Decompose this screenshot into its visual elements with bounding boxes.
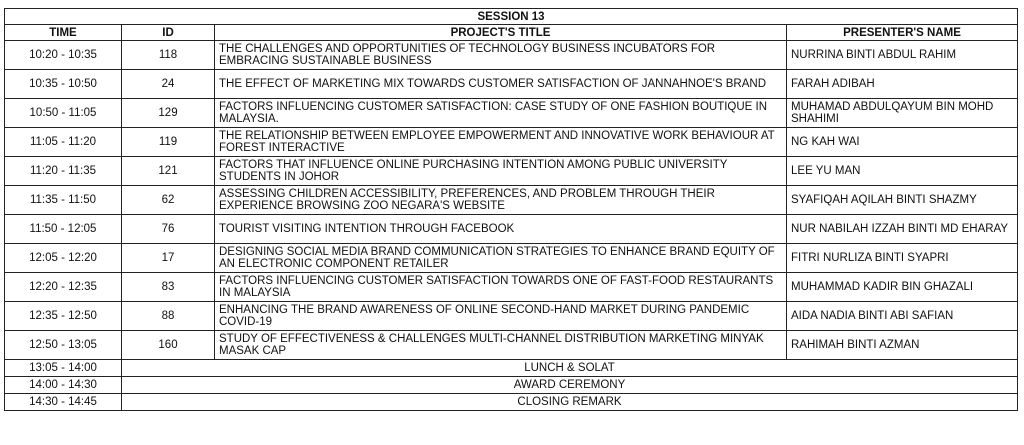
table-row — [5, 99, 1018, 128]
break-label: LUNCH & SOLAT — [122, 360, 1018, 377]
break-row — [5, 394, 1018, 411]
title-cell: ASSESSING CHILDREN ACCESSIBILITY, PREFERENCES, AND PROBLEM THROUGH THEIR EXPERIENCE BROWSING ZOO NEGARA'S WEBSITE — [215, 186, 787, 215]
header-title: PROJECT'S TITLE — [215, 25, 787, 41]
title-cell: FACTORS THAT INFLUENCE ONLINE PURCHASING INTENTION AMONG PUBLIC UNIVERSITY STUDENTS IN JOHOR — [215, 157, 787, 186]
presenter-cell: NURRINA BINTI ABDUL RAHIM — [787, 41, 1018, 70]
time-cell: 11:20 - 11:35 — [5, 157, 122, 186]
table-row — [5, 244, 1018, 273]
schedule-table — [4, 8, 1018, 411]
time-cell: 14:30 - 14:45 — [5, 394, 122, 411]
time-cell: 12:05 - 12:20 — [5, 244, 122, 273]
time-cell: 10:50 - 11:05 — [5, 99, 122, 128]
id-cell: 17 — [122, 244, 215, 273]
time-cell: 13:05 - 14:00 — [5, 360, 122, 377]
table-row — [5, 128, 1018, 157]
title-cell: TOURIST VISITING INTENTION THROUGH FACEBOOK — [215, 215, 787, 244]
header-time: TIME — [5, 25, 122, 41]
title-cell: FACTORS INFLUENCING CUSTOMER SATISFACTION: CASE STUDY OF ONE FASHION BOUTIQUE IN MALAYSIA. — [215, 99, 787, 128]
presenter-cell: AIDA NADIA BINTI ABI SAFIAN — [787, 302, 1018, 331]
table-row — [5, 41, 1018, 70]
id-cell: 119 — [122, 128, 215, 157]
presenter-cell: NUR NABILAH IZZAH BINTI MD EHARAY — [787, 215, 1018, 244]
table-row — [5, 302, 1018, 331]
time-cell: 12:50 - 13:05 — [5, 331, 122, 360]
id-cell: 121 — [122, 157, 215, 186]
presenter-cell: MUHAMMAD KADIR BIN GHAZALI — [787, 273, 1018, 302]
presenter-cell: FITRI NURLIZA BINTI SYAPRI — [787, 244, 1018, 273]
title-cell: THE CHALLENGES AND OPPORTUNITIES OF TECHNOLOGY BUSINESS INCUBATORS FOR EMBRACING SUSTAINABLE BUSINESS — [215, 41, 787, 70]
id-cell: 160 — [122, 331, 215, 360]
session-title: SESSION 13 — [5, 9, 1018, 25]
id-cell: 83 — [122, 273, 215, 302]
header-id: ID — [122, 25, 215, 41]
time-cell: 11:35 - 11:50 — [5, 186, 122, 215]
id-cell: 76 — [122, 215, 215, 244]
presenter-cell: SYAFIQAH AQILAH BINTI SHAZMY — [787, 186, 1018, 215]
time-cell: 14:00 - 14:30 — [5, 377, 122, 394]
id-cell: 62 — [122, 186, 215, 215]
time-cell: 12:20 - 12:35 — [5, 273, 122, 302]
time-cell: 11:05 - 11:20 — [5, 128, 122, 157]
title-cell: STUDY OF EFFECTIVENESS & CHALLENGES MULTI-CHANNEL DISTRIBUTION MARKETING MINYAK MASAK CAP — [215, 331, 787, 360]
time-cell: 10:20 - 10:35 — [5, 41, 122, 70]
break-row — [5, 360, 1018, 377]
session-title-row — [5, 9, 1018, 25]
table-row — [5, 157, 1018, 186]
id-cell: 118 — [122, 41, 215, 70]
title-cell: DESIGNING SOCIAL MEDIA BRAND COMMUNICATION STRATEGIES TO ENHANCE BRAND EQUITY OF AN ELECTRONIC COMPONENT RETAILER — [215, 244, 787, 273]
title-cell: ENHANCING THE BRAND AWARENESS OF ONLINE SECOND-HAND MARKET DURING PANDEMIC COVID-19 — [215, 302, 787, 331]
time-cell: 10:35 - 10:50 — [5, 70, 122, 99]
break-label: AWARD CEREMONY — [122, 377, 1018, 394]
title-cell: THE RELATIONSHIP BETWEEN EMPLOYEE EMPOWERMENT AND INNOVATIVE WORK BEHAVIOUR AT FOREST INTERACTIVE — [215, 128, 787, 157]
presenter-cell: RAHIMAH BINTI AZMAN — [787, 331, 1018, 360]
table-row — [5, 273, 1018, 302]
id-cell: 88 — [122, 302, 215, 331]
table-row — [5, 186, 1018, 215]
table-row — [5, 70, 1018, 99]
break-label: CLOSING REMARK — [122, 394, 1018, 411]
presenter-cell: MUHAMAD ABDULQAYUM BIN MOHD SHAHIMI — [787, 99, 1018, 128]
title-cell: THE EFFECT OF MARKETING MIX TOWARDS CUSTOMER SATISFACTION OF JANNAHNOE'S BRAND — [215, 70, 787, 99]
presenter-cell: FARAH ADIBAH — [787, 70, 1018, 99]
title-cell: FACTORS INFLUENCING CUSTOMER SATISFACTION TOWARDS ONE OF FAST-FOOD RESTAURANTS IN MALAYSIA — [215, 273, 787, 302]
presenter-cell: NG KAH WAI — [787, 128, 1018, 157]
id-cell: 129 — [122, 99, 215, 128]
table-row — [5, 215, 1018, 244]
id-cell: 24 — [122, 70, 215, 99]
time-cell: 12:35 - 12:50 — [5, 302, 122, 331]
table-row — [5, 331, 1018, 360]
break-row — [5, 377, 1018, 394]
header-presenter: PRESENTER'S NAME — [787, 25, 1018, 41]
presenter-cell: LEE YU MAN — [787, 157, 1018, 186]
header-row — [5, 25, 1018, 41]
time-cell: 11:50 - 12:05 — [5, 215, 122, 244]
